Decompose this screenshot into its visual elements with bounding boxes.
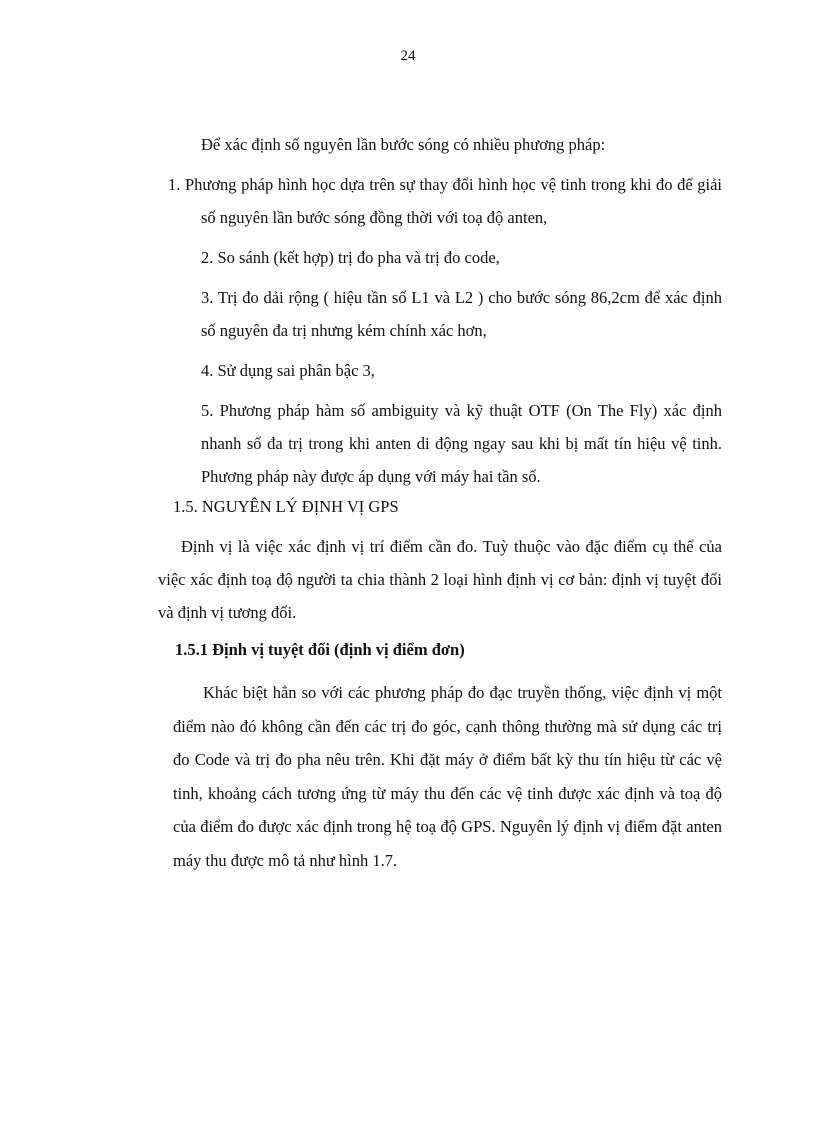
section-paragraph: Định vị là việc xác định vị trí điểm cần đo. Tuỳ thuộc vào đặc điểm cụ thể của việc xác định toạ độ người ta chia thành 2 loại hình định vị cơ bản: định vị tuyệt đối và định vị tương đối. <box>158 537 722 622</box>
method-item-2: 2. So sánh (kết hợp) trị đo pha và trị đo code, <box>201 248 500 267</box>
method-item-5: 5. Phương pháp hàm số ambiguity và kỹ thuật OTF (On The Fly) xác định nhanh số đa trị trong khi anten di động ngay sau khi bị mất tín hiệu vệ tinh. Phương pháp này được áp dụng với máy hai tần số. <box>201 401 722 486</box>
methods-list <box>168 168 722 500</box>
intro-sentence: Để xác định số nguyên lần bước sóng có nhiều phương pháp: <box>201 135 606 154</box>
section-heading: 1.5. NGUYÊN LÝ ĐỊNH VỊ GPS <box>173 497 399 516</box>
subsection-heading: 1.5.1 Định vị tuyệt đối (định vị điểm đơn) <box>175 640 465 659</box>
page-number: 24 <box>400 48 416 64</box>
method-item-3: 3. Trị đo dải rộng ( hiệu tần số L1 và L2 ) cho bước sóng 86,2cm để xác định số nguyên đa trị nhưng kém chính xác hơn, <box>201 288 722 340</box>
subsection-paragraph: Khác biệt hẳn so với các phương pháp đo đạc truyền thống, việc định vị một điểm nào đó không cần đến các trị đo góc, cạnh thông thường mà sử dụng các trị đo Code và trị đo pha nêu trên. Khi đặt máy ở điểm bất kỳ thu tín hiệu từ các vệ tinh, khoảng cách tương ứng từ máy thu đến các vệ tinh được xác định và toạ độ của điểm đo được xác định trong hệ toạ độ GPS. Nguyên lý định vị điểm đặt anten máy thu được mô tả như hình 1.7. <box>173 683 722 870</box>
method-item-1: 1. Phương pháp hình học dựa trên sự thay đổi hình học vệ tinh trong khi đo để giải số nguyên lần bước sóng đồng thời với toạ độ anten, <box>168 175 722 227</box>
method-item-4: 4. Sử dụng sai phân bậc 3, <box>201 361 375 380</box>
